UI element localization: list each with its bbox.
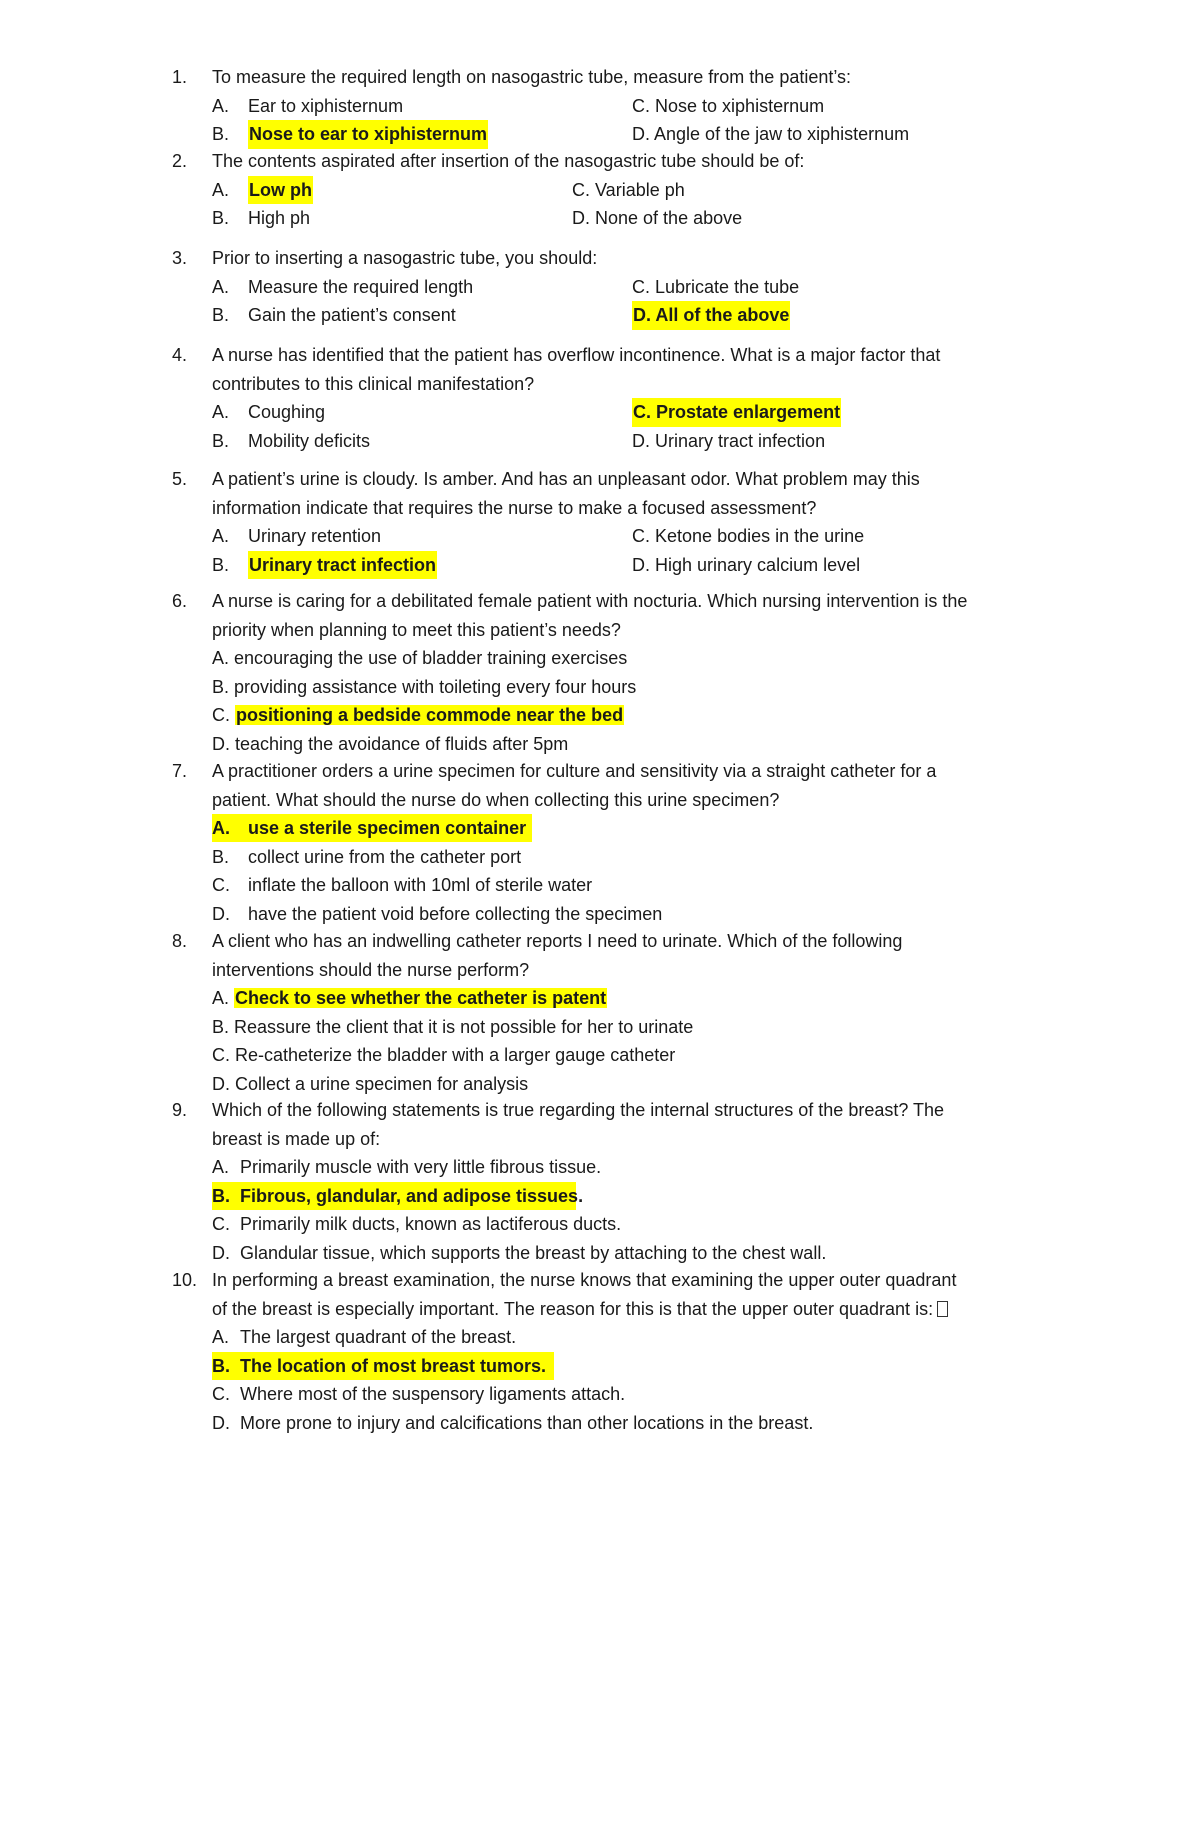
option-b: B. providing assistance with toileting every four hours — [212, 676, 637, 697]
option-d: D. None of the above — [572, 208, 743, 229]
option-c: C. Ketone bodies in the urine — [632, 526, 865, 547]
option-c: C. Re-catheterize the bladder with a larger gauge catheter — [212, 1045, 676, 1066]
option-d: D. Urinary tract infection — [632, 430, 826, 451]
option-b: B. collect urine from the catheter port — [212, 846, 522, 867]
question-stem-continued: breast is made up of: — [212, 1128, 381, 1149]
option-c: C. Where most of the suspensory ligaments attach. — [212, 1384, 626, 1405]
question-4 — [172, 341, 1072, 455]
question-3 — [172, 244, 1072, 330]
question-8 — [172, 927, 1072, 1099]
option-a: A. Primarily muscle with very little fibrous tissue. — [212, 1157, 602, 1178]
question-10 — [172, 1266, 1072, 1438]
option-row: B. Gain the patient’s consent D. All of the above — [172, 301, 1072, 330]
option-b: B. Fibrous, glandular, and adipose tissues. — [172, 1182, 1072, 1211]
option-a: A. The largest quadrant of the breast. — [212, 1327, 517, 1348]
option-d: D. have the patient void before collecting the specimen — [212, 903, 663, 924]
question-stem-continued: contributes to this clinical manifestation? — [212, 373, 535, 394]
option-d: D. All of the above — [632, 301, 790, 330]
correct-answer-highlight: All of the above — [655, 305, 790, 326]
question-5 — [172, 465, 1072, 579]
question-9 — [172, 1096, 1072, 1268]
question-number: 10. — [172, 1270, 198, 1290]
question-6 — [172, 587, 1072, 759]
missing-glyph-icon — [937, 1301, 948, 1317]
option-c: C. inflate the balloon with 10ml of sterile water — [212, 875, 593, 896]
correct-answer-highlight: positioning a bedside commode near the bed — [236, 705, 624, 726]
question-stem: 6. A nurse is caring for a debilitated female patient with nocturia. Which nursing intervention is the — [172, 587, 1072, 616]
question-number: 7. — [172, 761, 188, 781]
question-number: 3. — [172, 248, 188, 268]
question-number: 1. — [172, 67, 188, 87]
question-stem-continued: information indicate that requires the nurse to make a focused assessment? — [212, 497, 817, 518]
option-row: B. Nose to ear to xiphisternum D. Angle of the jaw to xiphisternum — [172, 120, 1072, 149]
option-row: A. Low ph C. Variable ph — [172, 176, 1072, 205]
option-row: A. Measure the required length C. Lubricate the tube — [172, 273, 1072, 302]
question-number: 8. — [172, 931, 188, 951]
option-row: B. Mobility deficits D. Urinary tract infection — [172, 427, 1072, 456]
correct-answer-highlight: Low ph — [248, 176, 313, 205]
correct-answer-highlight: Check to see whether the catheter is patent — [235, 988, 607, 1009]
option-row: B. Urinary tract infection D. High urinary calcium level — [172, 551, 1072, 580]
correct-answer-highlight: The location of most breast tumors. — [240, 1355, 547, 1376]
question-stem: 9. Which of the following statements is true regarding the internal structures of the breast? The — [172, 1096, 1072, 1125]
question-number: 9. — [172, 1100, 188, 1120]
question-stem: 3. Prior to inserting a nasogastric tube, you should: — [172, 244, 1072, 273]
option-c: C. Lubricate the tube — [632, 276, 800, 297]
question-stem-continued: of the breast is especially important. The reason for this is that the upper outer quadrant is: — [172, 1295, 1072, 1324]
question-number: 4. — [172, 345, 188, 365]
option-row: B. High ph D. None of the above — [172, 204, 1072, 233]
option-c: C. Nose to xiphisternum — [632, 95, 825, 116]
option-c: C. Variable ph — [572, 179, 685, 200]
question-1 — [172, 63, 1072, 149]
question-stem: 7. A practitioner orders a urine specimen for culture and sensitivity via a straight catheter for a — [172, 757, 1072, 786]
option-d: D. Collect a urine specimen for analysis — [212, 1073, 529, 1094]
option-b: B. The location of most breast tumors. — [172, 1352, 1072, 1381]
option-d: D. teaching the avoidance of fluids after 5pm — [212, 733, 569, 754]
question-stem-continued: interventions should the nurse perform? — [212, 959, 530, 980]
option-a: A. encouraging the use of bladder training exercises — [212, 648, 628, 669]
correct-answer-highlight: Urinary tract infection — [248, 551, 437, 580]
option-d: D. Glandular tissue, which supports the breast by attaching to the chest wall. — [212, 1242, 827, 1263]
question-7 — [172, 757, 1072, 929]
correct-answer-highlight: Nose to ear to xiphisternum — [248, 120, 488, 149]
question-number: 5. — [172, 469, 188, 489]
option-row: A. Urinary retention C. Ketone bodies in the urine — [172, 522, 1072, 551]
option-a: A. Check to see whether the catheter is patent — [212, 988, 607, 1009]
correct-answer-highlight: Prostate enlargement — [656, 402, 841, 423]
question-number: 6. — [172, 591, 188, 611]
question-stem: 2. The contents aspirated after insertion of the nasogastric tube should be of: — [172, 147, 1072, 176]
question-stem: 8. A client who has an indwelling catheter reports I need to urinate. Which of the following — [172, 927, 1072, 956]
question-stem: 1. To measure the required length on nasogastric tube, measure from the patient’s: — [172, 63, 1072, 92]
option-d: D. More prone to injury and calcifications than other locations in the breast. — [212, 1412, 814, 1433]
correct-answer-highlight: use a sterile specimen container — [248, 818, 527, 839]
question-stem: 5. A patient’s urine is cloudy. Is amber. And has an unpleasant odor. What problem may this — [172, 465, 1072, 494]
option-row: A. Ear to xiphisternum C. Nose to xiphisternum — [172, 92, 1072, 121]
option-c: C. Primarily milk ducts, known as lactiferous ducts. — [212, 1214, 622, 1235]
option-row: A. Coughing C. Prostate enlargement — [172, 398, 1072, 427]
option-d: D. High urinary calcium level — [632, 554, 861, 575]
option-c: C. Prostate enlargement — [632, 398, 841, 427]
question-stem: 10. In performing a breast examination, the nurse knows that examining the upper outer quadrant — [172, 1266, 1072, 1295]
correct-answer-highlight: Fibrous, glandular, and adipose tissues. — [240, 1185, 584, 1206]
option-b: B. Reassure the client that it is not possible for her to urinate — [212, 1016, 694, 1037]
question-stem-continued: patient. What should the nurse do when collecting this urine specimen? — [212, 789, 780, 810]
option-d: D. Angle of the jaw to xiphisternum — [632, 124, 910, 145]
question-stem: 4. A nurse has identified that the patient has overflow incontinence. What is a major factor that — [172, 341, 1072, 370]
question-number: 2. — [172, 151, 188, 171]
option-a: A. use a sterile specimen container — [172, 814, 1072, 843]
question-2 — [172, 147, 1072, 233]
question-stem-continued: priority when planning to meet this patient’s needs? — [212, 619, 621, 640]
option-c: C. positioning a bedside commode near the bed — [212, 705, 624, 726]
